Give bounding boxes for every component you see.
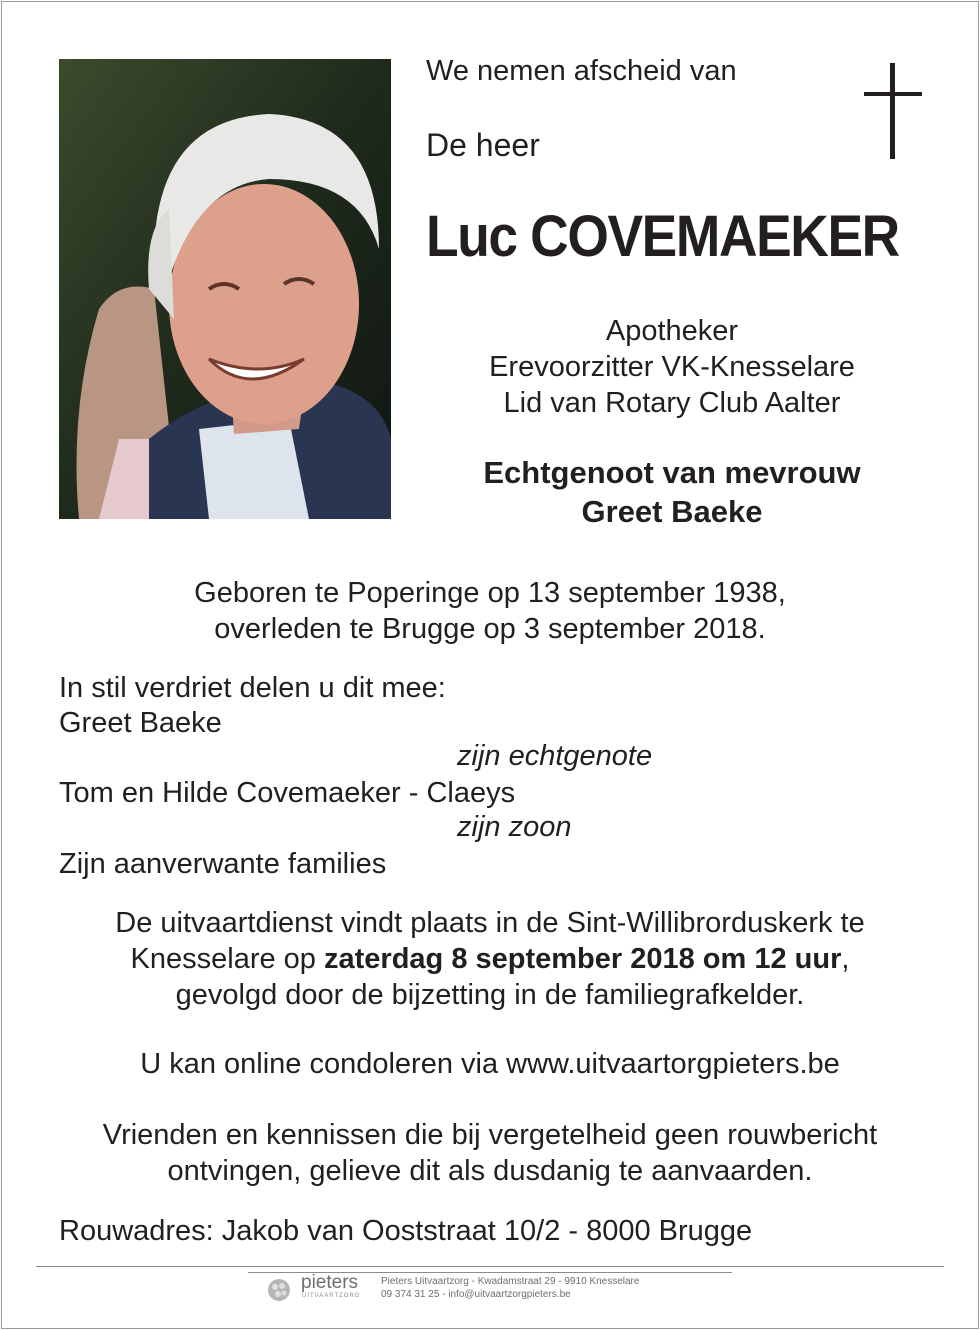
cross-icon [864,63,922,159]
pieters-logo-icon [266,1277,302,1303]
footer-divider [36,1266,944,1267]
funeral-home-contact: 09 374 31 25 - info@uitvaartzorgpieters.be [381,1289,571,1300]
portrait-photo [59,59,391,519]
condolence-text: U kan online condoleren via www.uitvaartorgpieters.be [140,1048,840,1080]
family-member-name: Greet Baeke [59,707,222,739]
notice-line: ontvingen, gelieve dit als dusdanig te aanvaarden. [167,1155,813,1187]
birth-line: Geboren te Poperinge op 13 september 1938, [194,577,786,609]
family-member-name: Tom en Hilde Covemaeker - Claeys [59,777,516,809]
roles-block [426,313,918,421]
intro-text: We nemen afscheid van [426,55,737,87]
birth-death-block [0,575,980,647]
service-line: gevolgd door de bijzetting in de familiegrafkelder. [175,979,805,1011]
role-line: Erevoorzitter VK-Knesselare [489,351,855,383]
honorific: De heer [426,127,540,163]
notice-block [0,1117,980,1189]
death-line: overleden te Brugge op 3 september 2018. [214,613,766,645]
spouse-block [426,453,918,531]
funeral-home-info [381,1275,639,1301]
family-member-relation: zijn echtgenote [457,740,653,772]
funeral-home-address: Pieters Uitvaartzorg - Kwadamstraat 29 - 9910 Knesselare [381,1276,640,1287]
family-intro: In stil verdriet delen u dit mee: [59,672,446,704]
mourning-address: Rouwadres: Jakob van Ooststraat 10/2 - 8000 Brugge [59,1215,753,1247]
family-member-relation: zijn zoon [457,811,572,843]
deceased-name: Luc COVEMAEKER [426,204,899,269]
family-extra: Zijn aanverwante families [59,848,387,880]
role-line: Lid van Rotary Club Aalter [503,387,841,419]
service-block [0,905,980,1013]
service-date: zaterdag 8 september 2018 om 12 uur [324,943,842,975]
role-line: Apotheker [605,315,739,347]
spouse-name: Greet Baeke [581,494,763,529]
logo-wordmark: pieters [301,1272,359,1293]
notice-line: Vrienden en kennissen die bij vergetelheid geen rouwbericht [102,1119,878,1151]
logo-subtitle: UITVAARTZORG [302,1293,361,1299]
spouse-line: Echtgenoot van mevrouw [483,455,861,490]
service-line: Knesselare op zaterdag 8 september 2018 om 12 uur, [130,943,850,975]
service-line: De uitvaartdienst vindt plaats in de Sint-Willibrorduskerk te [115,907,865,939]
